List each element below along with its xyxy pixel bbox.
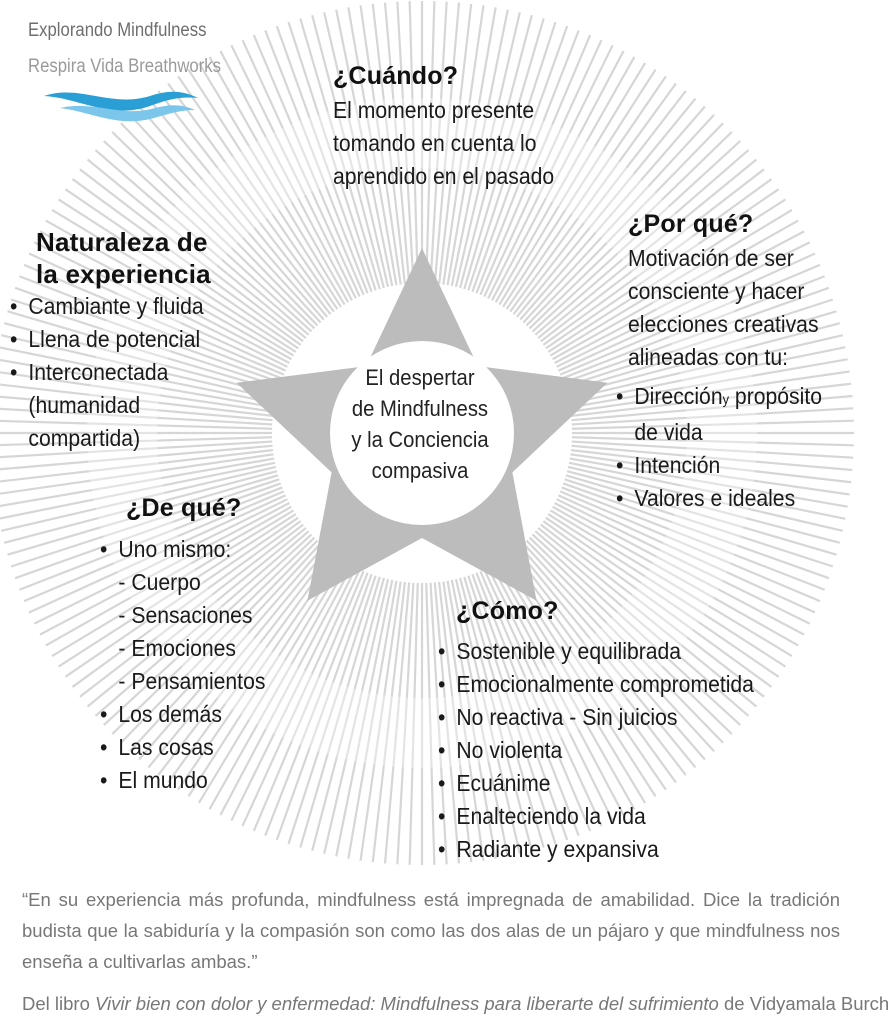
list-item: • Intención (616, 449, 822, 482)
list-item: • Interconectada (10, 356, 204, 389)
list-item-continuation: (humanidad (28, 392, 141, 418)
section-deque-title: ¿De qué? (126, 494, 242, 522)
list-item: • El mundo (100, 764, 265, 797)
source-author: de Vidyamala Burch (718, 993, 889, 1014)
text-line: Motivación de ser (628, 245, 794, 271)
list-item: • Llena de potencial (10, 323, 204, 356)
list-item: • Sostenible y equilibrada (438, 635, 754, 668)
section-porque-bullets (616, 380, 822, 515)
sub-item: - Pensamientos (118, 668, 266, 694)
list-item-continuation: de vida (634, 419, 703, 445)
section-porque (628, 210, 835, 374)
text-line: tomando en cuenta lo (333, 130, 537, 156)
center-line: y la Conciencia (351, 427, 489, 452)
brand-title: Explorando Mindfulness (28, 20, 207, 41)
section-como-title: ¿Cómo? (456, 597, 559, 625)
section-como-bullets (438, 635, 754, 866)
text-line: aprendido en el pasado (333, 163, 555, 189)
sub-item: - Sensaciones (118, 602, 253, 628)
wave-logo (44, 92, 198, 122)
list-item: • Radiante y expansiva (438, 833, 754, 866)
section-cuando-text (333, 94, 554, 193)
section-naturaleza-title: Naturaleza de la experiencia (36, 227, 211, 289)
list-item: • No reactiva - Sin juicios (438, 701, 754, 734)
section-naturaleza (36, 226, 211, 290)
list-item: • No violenta (438, 734, 754, 767)
sub-item: - Emociones (118, 635, 237, 661)
list-item: • Direccióny propósito (616, 380, 822, 416)
section-cuando-title: ¿Cuándo? (333, 62, 459, 90)
list-item: • Uno mismo: (100, 533, 265, 566)
section-porque-text (628, 242, 819, 374)
text-line: El momento presente (333, 97, 535, 123)
center-label (330, 362, 510, 486)
list-item: • Emocionalmente comprometida (438, 668, 754, 701)
quote-text: “En su experiencia más profunda, mindfulness está impregnada de amabilidad. Dice la tradición budista que la sabiduría y la compasión son como las dos alas de un pájaro y que mindfulness nos enseña a cultivarlas ambas.” (22, 889, 840, 972)
sub-item: - Cuerpo (118, 569, 201, 595)
list-item: • Cambiante y fluida (10, 290, 204, 323)
center-line: El despertar (365, 365, 475, 390)
list-item: • Los demás (100, 698, 265, 731)
section-naturaleza-bullets (10, 290, 204, 455)
brand-subtitle: Respira Vida Breathworks (28, 56, 221, 77)
center-line: de Mindfulness (351, 396, 489, 421)
book-title: Vivir bien con dolor y enfermedad: Mindfulness para liberarte del sufrimiento (95, 993, 719, 1014)
section-deque-bullets (100, 533, 265, 797)
list-item: • Ecuánime (438, 767, 754, 800)
list-item: • Valores e ideales (616, 482, 822, 515)
list-item: • Enalteciendo la vida (438, 800, 754, 833)
source-prefix: Del libro (22, 993, 95, 1014)
list-item-continuation: compartida) (28, 425, 141, 451)
text-line: elecciones creativas (628, 311, 819, 337)
text-line: alineadas con tu: (628, 344, 788, 370)
source-citation (22, 993, 889, 1015)
text-line: consciente y hacer (628, 278, 805, 304)
section-cuando (333, 62, 573, 193)
section-porque-title: ¿Por qué? (628, 210, 754, 238)
center-line: compasiva (371, 458, 469, 483)
list-item: • Las cosas (100, 731, 265, 764)
